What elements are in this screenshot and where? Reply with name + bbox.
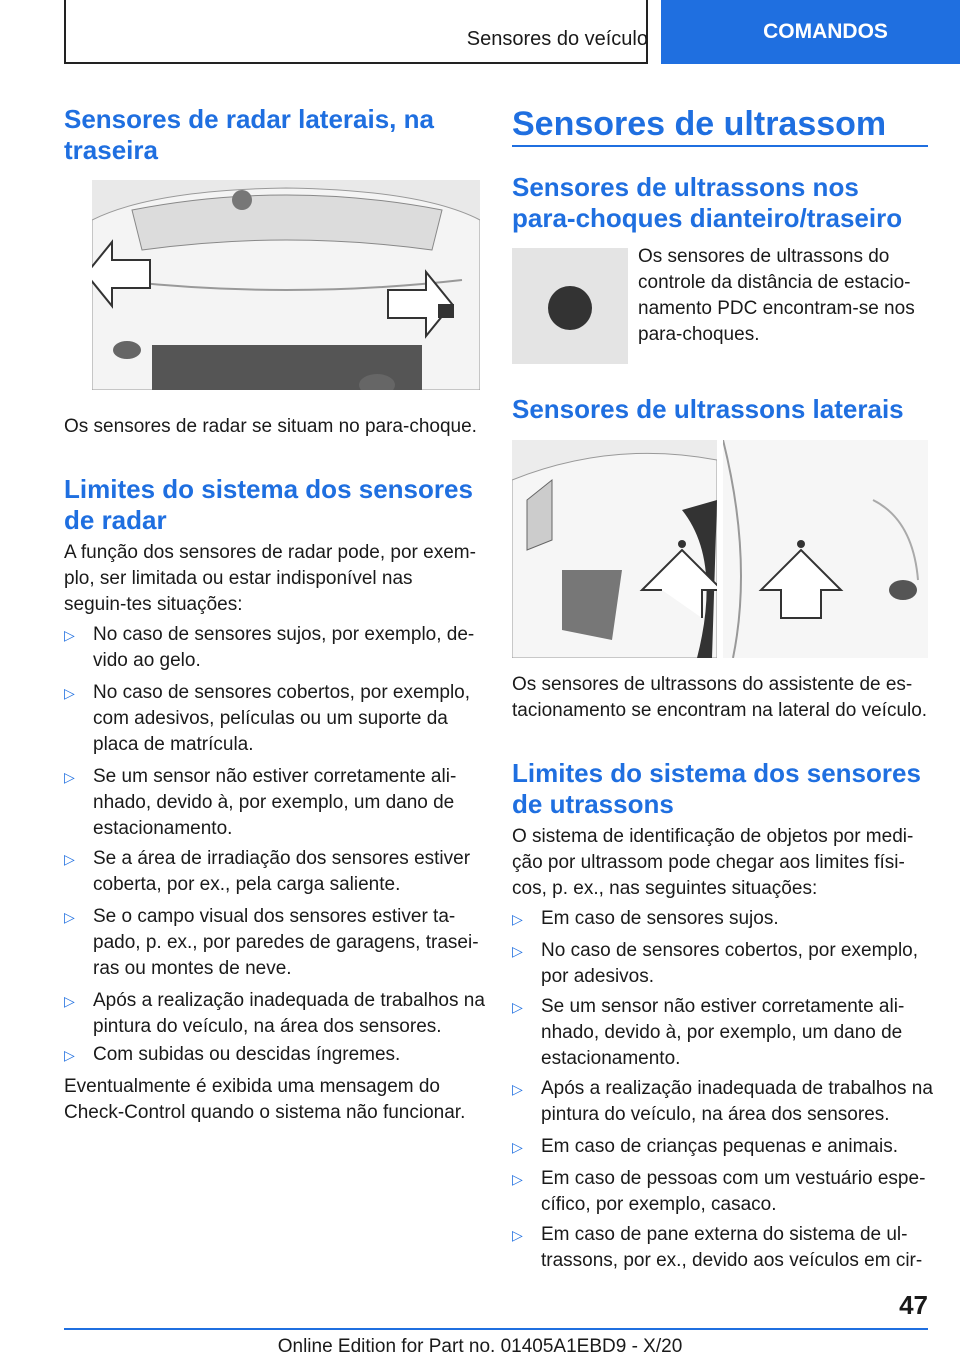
front-side-sensor-image (512, 440, 717, 658)
triangle-bullet-icon: ▷ (64, 769, 75, 785)
side-sensors-caption: Os sensores de ultrassons do assistente de es-tacionamento se encontram na lateral do veículo. (512, 674, 928, 721)
triangle-bullet-icon: ▷ (512, 1081, 523, 1097)
triangle-bullet-icon: ▷ (512, 1139, 523, 1155)
triangle-bullet-icon: ▷ (512, 1227, 523, 1243)
header-chapter-tab[interactable]: COMANDOS (661, 0, 960, 64)
triangle-bullet-icon: ▷ (512, 999, 523, 1015)
rear-bumper-radar-image (92, 180, 480, 390)
rear-side-sensor-image (723, 440, 928, 658)
ultrasound-limits-title: Limites do sistema dos sensores de utrassons (512, 758, 921, 819)
page-number: 47 (899, 1290, 928, 1320)
footer-rule (64, 1328, 928, 1330)
side-sensors-title: Sensores de ultrassons laterais (512, 394, 904, 424)
triangle-bullet-icon: ▷ (64, 909, 75, 925)
title-rule (512, 145, 928, 147)
ultrasound-main-title: Sensores de ultrassom (512, 105, 887, 143)
radar-limits-intro: A função dos sensores de radar pode, por exem-plo, ser limitada ou estar indisponível nas seguin-tes situações: (64, 542, 476, 615)
ultrasound-sensor-image (512, 248, 628, 364)
radar-image-caption: Os sensores de radar se situam no para-choque. (64, 416, 477, 437)
radar-limits-title: Limites do sistema dos sensores de radar (64, 474, 473, 535)
radar-section-title: Sensores de radar laterais, na traseira (64, 104, 434, 165)
triangle-bullet-icon: ▷ (64, 627, 75, 643)
bumper-sensors-title: Sensores de ultrassons nos para-choques dianteiro/traseiro (512, 172, 903, 233)
header-section-title: Sensores do veículo (466, 28, 648, 50)
triangle-bullet-icon: ▷ (512, 1171, 523, 1187)
triangle-bullet-icon: ▷ (64, 685, 75, 701)
triangle-bullet-icon: ▷ (512, 911, 523, 927)
triangle-bullet-icon: ▷ (64, 1047, 75, 1063)
bumper-sensors-text: Os sensores de ultrassons do controle da distância de estacio-namento PDC encontram-se nos para-choques. (638, 246, 915, 345)
ultrasound-limits-intro: O sistema de identificação de objetos por medi-ção por ultrassom pode chegar aos limites físi-cos, p. ex., nas seguintes situações: (512, 826, 914, 899)
triangle-bullet-icon: ▷ (512, 943, 523, 959)
radar-closing-note: Eventualmente é exibida uma mensagem do Check-Control quando o sistema não funcionar. (64, 1076, 466, 1123)
footer-edition: Online Edition for Part no. 01405A1EBD9 - X/20 (277, 1336, 683, 1357)
triangle-bullet-icon: ▷ (64, 851, 75, 867)
triangle-bullet-icon: ▷ (64, 993, 75, 1009)
